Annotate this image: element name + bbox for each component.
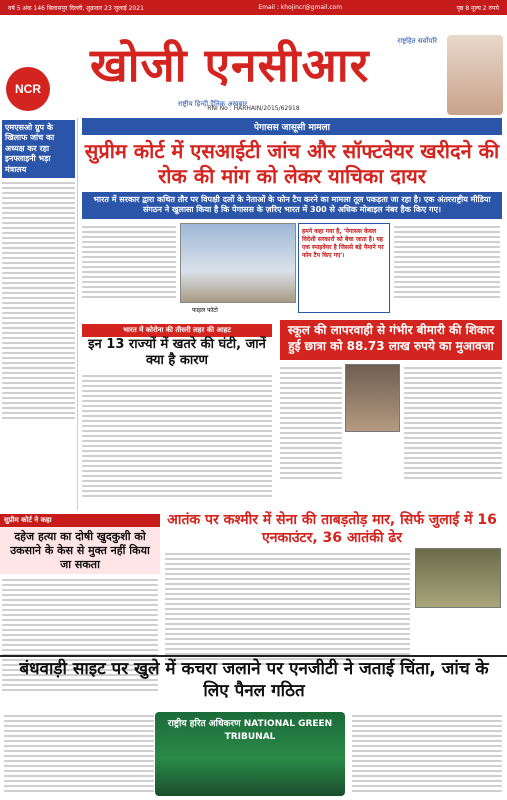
supreme-court-image	[180, 223, 296, 303]
main-ribbon: पेगासस जासूसी मामला	[82, 118, 502, 135]
army-image	[415, 548, 501, 608]
ngt-image: राष्ट्रीय हरित अधिकरण NATIONAL GREEN TRIBUNAL	[155, 712, 345, 796]
ngt-article-text-1	[4, 712, 154, 798]
quote-callout: हमने कहा गया है, 'पेगासस केवल विदेशी सरकारों को बेचा जाता है। यह एक स्पाइवेयर है जिससे बड़े पैमाने पर फोन टैप किए गए'।	[298, 223, 390, 313]
left-headline: एमएसओ ग्रुप के खिलाफ जांच का अध्यक्ष कर रहा इनफ्लाइनी भड़ा मंत्रालय	[2, 120, 75, 178]
ngt-headline: बंधवाड़ी साइट पर खुले में कचरा जलाने पर एनजीटी ने जताई चिंता, जांच के लिए पैनल गठित	[19, 659, 489, 702]
rni-number: RNI No : HARHAIN/2015/62918	[207, 105, 300, 112]
left-column-text	[2, 182, 75, 419]
dowry-headline: दहेज हत्या का दोषी खुदकुशी को उकसाने के केस से मुक्त नहीं किया जा सकता	[0, 527, 160, 574]
covid-headline: इन 13 राज्यों में खतरे की घंटी, जानें क्या है कारण	[88, 337, 266, 368]
left-column	[0, 118, 78, 510]
newspaper-title: खोजी एनसीआर	[90, 38, 370, 92]
top-info-bar	[0, 0, 507, 15]
section-divider	[0, 655, 507, 657]
tagline: राष्ट्रीय हिन्दी दैनिक अखबार	[178, 100, 248, 108]
page-price: पृष्ठ 8 मूल्य 2 रुपये	[456, 4, 499, 12]
ngt-article-text-2	[352, 712, 502, 798]
email-info: Email : khojincr@gmail.com	[258, 4, 343, 11]
school-headline: स्कूल की लापरवाही से गंभीर बीमारी की शिकार हुई छात्रा को 88.73 लाख रुपये का मुआवजा	[280, 320, 502, 360]
ncr-logo: NCR	[6, 67, 50, 111]
main-deck: भारत में सरकार द्वारा कथित तौर पर विपक्षी दलों के नेताओं के फोन टैप करने का मामला तूल पकड़ता जा रहा है। एक अंतरराष्ट्रीय मीडिया संगठन ने खुलासा किया है कि पेगासस के ज़रिए भारत में 300 से अधिक मोबाइल नंबर हैक किए गए।	[82, 192, 502, 219]
image-caption: फाइल फोटो	[192, 306, 218, 314]
main-story	[82, 118, 502, 353]
issue-info: वर्ष 5 अंक 146 बिलासपुर दिल्ली, शुक्रवार 23 जुलाई 2021	[8, 4, 144, 12]
dowry-tag: सुप्रीम कोर्ट ने कहा	[0, 514, 160, 527]
kashmir-article-text	[165, 550, 410, 668]
corner-label: राष्ट्रहित सर्वोपरि	[397, 37, 437, 45]
school-article-text-2	[404, 364, 502, 482]
portrait-image	[447, 35, 503, 115]
covid-article-text	[82, 372, 272, 500]
school-article-text-1	[280, 364, 342, 482]
masthead	[0, 15, 507, 108]
student-image	[345, 364, 400, 432]
kashmir-headline: आतंक पर कश्मीर में सेना की ताबड़तोड़ मार, सिर्फ जुलाई में 16 एनकाउंटर, 36 आतंकी ढेर	[167, 512, 497, 546]
covid-subhead: भारत में कोरोना की तीसरी लहर की आहट	[82, 324, 272, 337]
main-headline: सुप्रीम कोर्ट में एसआईटी जांच और सॉफ्टवेयर खरीदने की रोक की मांग को लेकर याचिका दायर	[84, 139, 500, 188]
